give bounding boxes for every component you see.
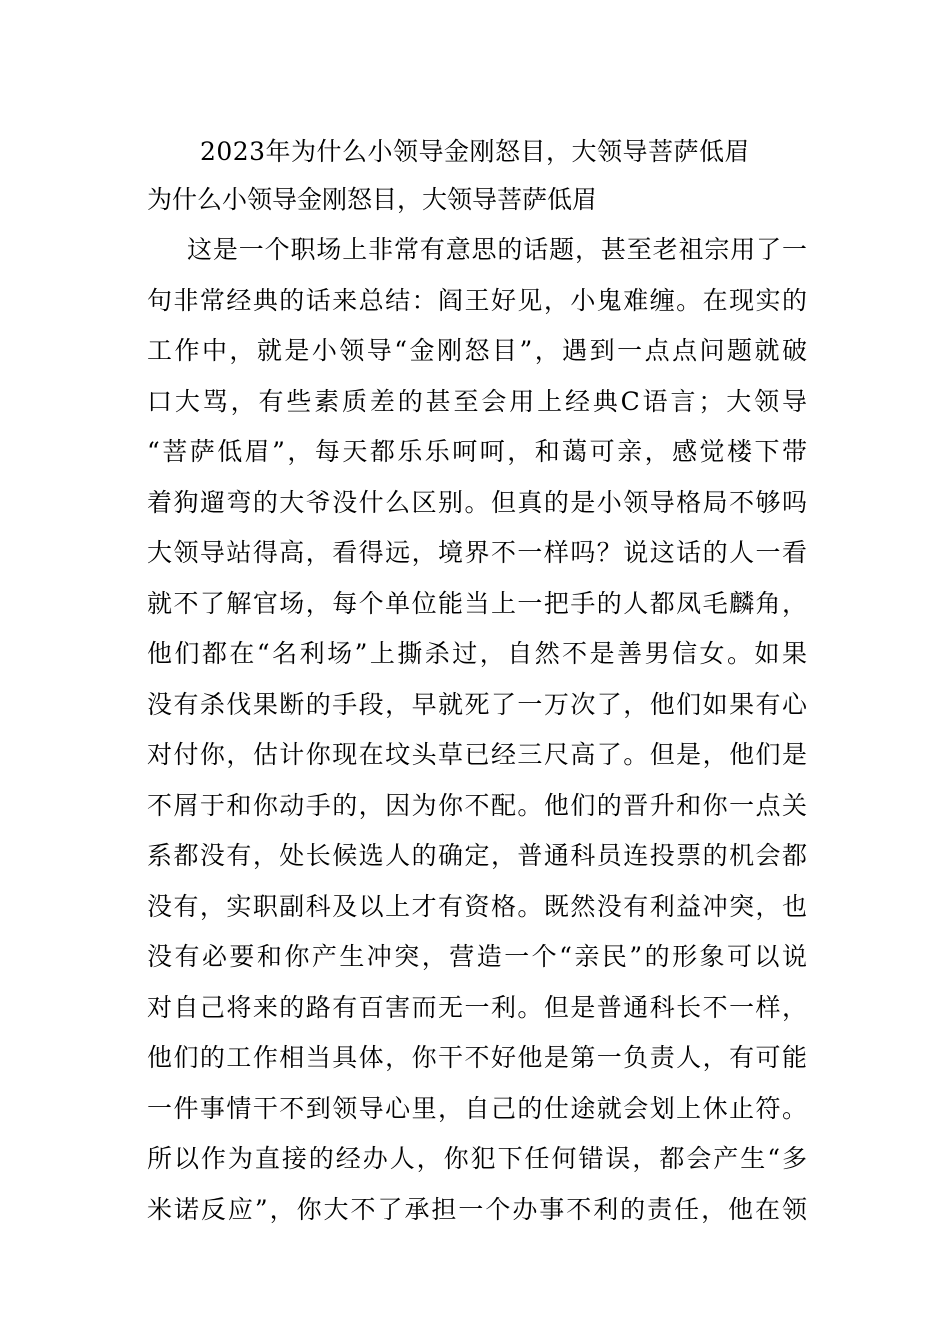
text-line: 一件事情干不到领导心里，自己的仕途就会划上休止符。: [147, 1093, 807, 1123]
body-paragraph: [147, 232, 807, 1242]
text-line: “菩萨低眉”，每天都乐乐呵呵，和蔼可亲，感觉楼下带: [147, 437, 807, 466]
text-line: 工作中，就是小领导“金刚怒目”，遇到一点点问题就破: [147, 336, 807, 365]
text-line: 着狗遛弯的大爷没什么区别。但真的是小领导格局不够吗: [147, 487, 807, 517]
text-line: 句非常经典的话来总结：阎王好见，小鬼难缠。在现实的: [147, 285, 807, 315]
text-line: 米诺反应”，你大不了承担一个办事不利的责任，他在领: [147, 1194, 807, 1224]
text-line: 就不了解官场，每个单位能当上一把手的人都凤毛麟角，: [147, 588, 807, 618]
text-line: 他们都在“名利场”上撕杀过，自然不是善男信女。如果: [147, 639, 807, 668]
document-subtitle: 为什么小领导金刚怒目，大领导菩萨低眉: [147, 185, 598, 214]
text-line: 对自己将来的路有百害而无一利。但是普通科长不一样，: [147, 992, 807, 1022]
text-line: 不屑于和你动手的，因为你不配。他们的晋升和你一点关: [147, 790, 807, 820]
text-line: 他们的工作相当具体，你干不好他是第一负责人，有可能: [147, 1043, 807, 1072]
text-line: 系都没有，处长候选人的确定，普通科员连投票的机会都: [147, 841, 807, 870]
text-line: 没有杀伐果断的手段，早就死了一万次了，他们如果有心: [147, 689, 807, 719]
text-line: 没有必要和你产生冲突，营造一个“亲民”的形象可以说: [147, 942, 807, 971]
text-line: 对付你，估计你现在坟头草已经三尺高了。但是，他们是: [147, 740, 807, 769]
document-title: 2023年为什么小领导金刚怒目，大领导菩萨低眉: [199, 137, 751, 166]
text-line: 口大骂，有些素质差的甚至会用上经典C语言；大领导: [147, 386, 807, 416]
text-line: 大领导站得高，看得远，境界不一样吗？说这话的人一看: [147, 538, 807, 567]
text-line: 所以作为直接的经办人，你犯下任何错误，都会产生“多: [147, 1144, 807, 1173]
text-line: 这是一个职场上非常有意思的话题，甚至老祖宗用了一: [187, 235, 807, 264]
text-line: 没有，实职副科及以上才有资格。既然没有利益冲突，也: [147, 891, 807, 921]
